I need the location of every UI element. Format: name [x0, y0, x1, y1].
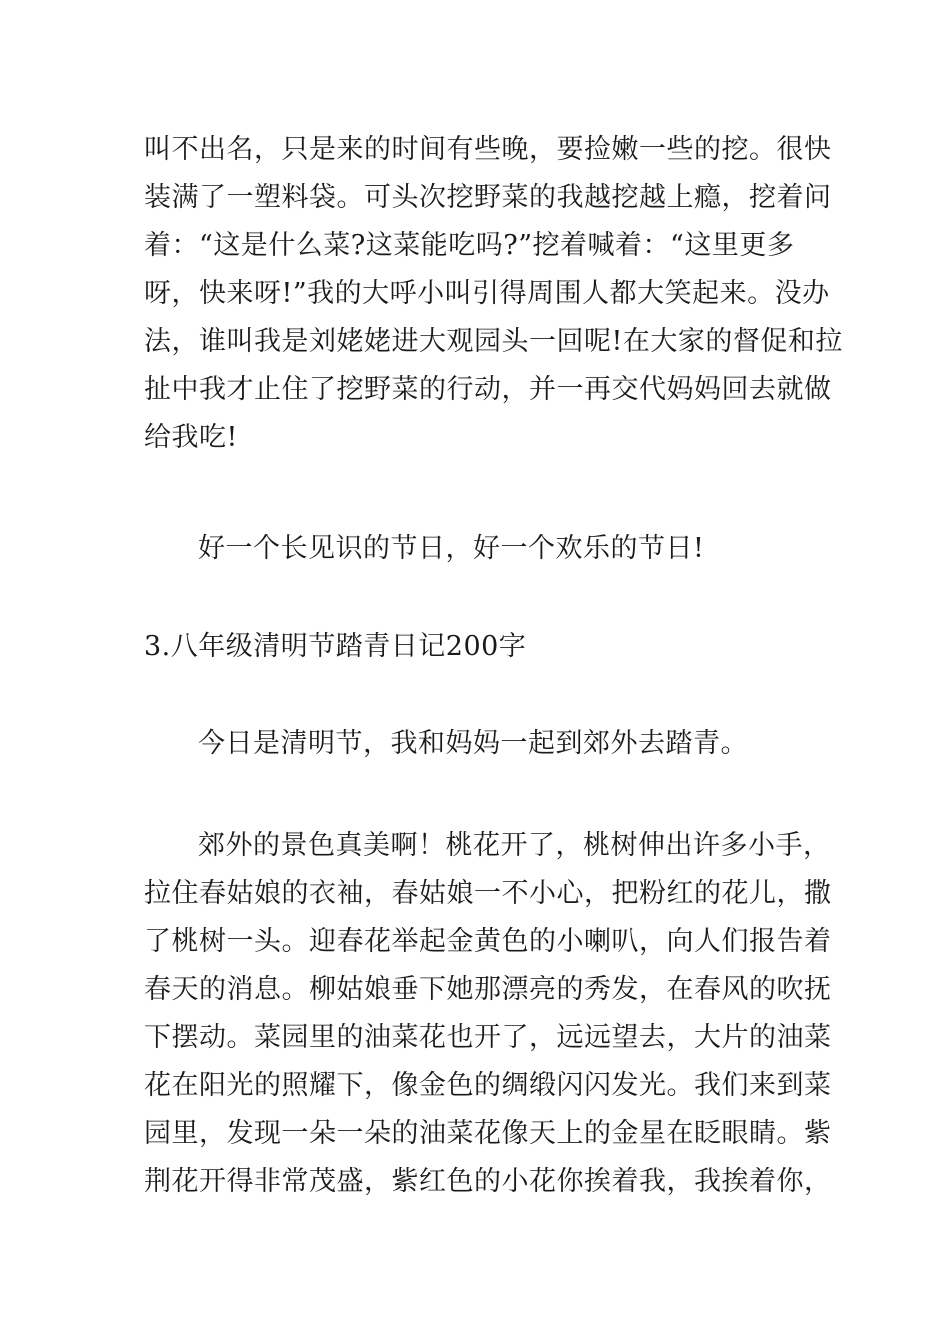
paragraph-1-line: 扯中我才止住了挖野菜的行动，并一再交代妈妈回去就做: [144, 374, 832, 405]
paragraph-4-line: 园里，发现一朵一朵的油菜花像天上的金星在眨眼睛。紫: [144, 1118, 832, 1149]
section-heading-text: 3.八年级清明节踏青日记200字: [144, 631, 527, 662]
paragraph-2: [144, 525, 814, 573]
paragraph-1-line: 呀，快来呀!”我的大呼小叫引得周围人都大笑起来。没办: [144, 278, 830, 309]
paragraph-4-line: 荆花开得非常茂盛，紫红色的小花你挨着我，我挨着你，: [144, 1166, 832, 1197]
section-heading: [144, 623, 814, 671]
paragraph-4: [144, 822, 832, 1206]
paragraph-4-line: 花在阳光的照耀下，像金色的绸缎闪闪发光。我们来到菜: [144, 1070, 832, 1101]
paragraph-4-line: 拉住春姑娘的衣袖，春姑娘一不小心，把粉红的花儿，撒: [144, 878, 832, 909]
paragraph-4-line: 下摆动。菜园里的油菜花也开了，远远望去，大片的油菜: [144, 1022, 832, 1053]
paragraph-3-text: 今日是清明节，我和妈妈一起到郊外去踏青。: [198, 728, 748, 759]
paragraph-1-line: 法，谁叫我是刘姥姥进大观园头一回呢!在大家的督促和拉: [144, 326, 843, 357]
paragraph-4-line: 春天的消息。柳姑娘垂下她那漂亮的秀发，在春风的吹抚: [144, 974, 832, 1005]
paragraph-1: [144, 126, 843, 462]
paragraph-3: [144, 720, 814, 768]
paragraph-1-line: 着：“这是什么菜?这菜能吃吗?”挖着喊着：“这里更多: [144, 230, 795, 261]
paragraph-4-line: 了桃树一头。迎春花举起金黄色的小喇叭，向人们报告着: [144, 926, 832, 957]
paragraph-1-line: 给我吃!: [144, 422, 238, 453]
paragraph-1-line: 叫不出名，只是来的时间有些晚，要捡嫩一些的挖。很快: [144, 134, 832, 165]
paragraph-4-line: 郊外的景色真美啊！桃花开了，桃树伸出许多小手，: [198, 830, 831, 861]
paragraph-2-text: 好一个长见识的节日，好一个欢乐的节日!: [198, 533, 705, 564]
paragraph-1-line: 装满了一塑料袋。可头次挖野菜的我越挖越上瘾，挖着问: [144, 182, 832, 213]
